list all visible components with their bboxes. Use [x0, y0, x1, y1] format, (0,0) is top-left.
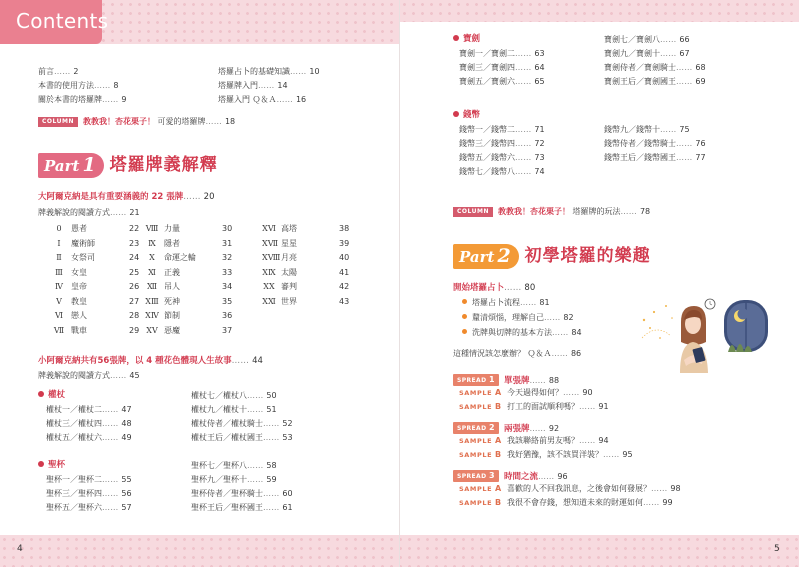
toc-entry-label: 權杖五／權杖六	[46, 433, 102, 442]
roman-numeral: ⅩⅨ	[262, 267, 276, 277]
card-name: 星星	[281, 238, 297, 248]
roman-numeral: ⅩⅧ	[262, 253, 281, 262]
spread-page: 96	[557, 472, 568, 481]
toc-entry-label: 寶劍王后／寶劍國王	[604, 77, 676, 86]
major-card-entry[interactable]	[145, 240, 232, 248]
sample-text: 打工的面試順利嗎？	[507, 402, 579, 411]
part2-header	[453, 244, 651, 269]
card-page: 28	[129, 311, 140, 320]
sample-page: 94	[598, 436, 609, 445]
card-name: 太陽	[281, 267, 297, 277]
toc-entry-page: 48	[121, 419, 132, 428]
toc-entry[interactable]: 塔羅占卜的基礎知識…… 10	[218, 67, 320, 76]
spread-entry[interactable]: SPREAD 1 單張牌…… 88	[453, 374, 559, 386]
toc-entry-page: 84	[571, 328, 582, 337]
spread-title: 單張牌	[503, 376, 530, 386]
card-page: 41	[339, 267, 350, 277]
major-reading-guide[interactable]: 牌義解說的閱讀方式…… 21	[38, 208, 140, 217]
sample-tag: SAMPLE B	[459, 450, 502, 459]
spread-title: 時間之流	[503, 472, 538, 482]
card-name: 節制	[164, 311, 180, 320]
toc-entry-page: 63	[534, 49, 545, 58]
toc-entry-page: 16	[295, 95, 307, 104]
sample-entry[interactable]: SAMPLE A 喜歡的人不回我訊息，之後會如何發展？…… 98	[459, 484, 681, 493]
roman-numeral: Ⅻ	[146, 282, 158, 291]
minor-arcana-heading[interactable]: 小阿爾克納共有56張牌，以 4 種花色體現人生故事…… 44	[38, 356, 263, 366]
toc-entry-page: 64	[534, 63, 545, 72]
toc-entry[interactable]: 寶劍五／寶劍六…… 65	[459, 77, 545, 86]
card-name: 皇帝	[71, 282, 87, 291]
card-page: 25	[129, 267, 140, 277]
card-page: 23	[129, 238, 140, 248]
card-name: 世界	[281, 296, 297, 306]
card-page: 33	[222, 267, 233, 277]
toc-entry[interactable]: 釐清煩惱，理解自己…… 82	[462, 314, 574, 322]
sample-entry[interactable]: SAMPLE B 打工的面試順利嗎？…… 91	[459, 402, 609, 411]
sample-tag: SAMPLE A	[459, 388, 502, 397]
minor-reading-guide[interactable]: 牌義解說的閱讀方式…… 45	[38, 371, 140, 380]
toc-entry-page: 77	[695, 153, 706, 162]
spread-title: 兩張牌	[503, 424, 530, 434]
major-card-entry[interactable]	[262, 269, 349, 277]
card-page: 38	[339, 224, 350, 233]
roman-numeral: ⅩⅦ	[262, 238, 279, 248]
tarot-reader-illustration	[636, 298, 771, 373]
part2-title: 初學塔羅的樂趣	[524, 246, 651, 266]
toc-entry-page: 49	[121, 433, 132, 442]
toc-entry-page: 60	[282, 489, 293, 498]
sample-page: 95	[622, 450, 633, 459]
toc-entry-label: 聖杯一／聖杯二	[46, 475, 102, 484]
toc-entry-label: 聖杯侍者／聖杯騎士	[191, 489, 263, 498]
sample-entry[interactable]: SAMPLE B 我好猶豫，該不該買洋裝？…… 95	[459, 450, 633, 459]
spread-tag: SPREAD 1	[453, 374, 499, 386]
card-name: 戀人	[71, 311, 87, 320]
toc-entry-label: 前言	[38, 67, 54, 76]
card-page: 35	[222, 296, 233, 306]
toc-entry[interactable]: 權杖五／權杖六…… 49	[46, 433, 132, 442]
major-card-entry[interactable]	[52, 240, 139, 248]
toc-entry[interactable]: 洗牌與切牌的基本方法…… 84	[462, 329, 582, 337]
toc-entry-page: 75	[679, 125, 690, 134]
toc-entry-page: 55	[121, 475, 132, 484]
toc-entry-label: 錢幣五／錢幣六	[459, 153, 515, 162]
toc-entry-label: 錢幣一／錢幣二	[459, 125, 515, 134]
toc-entry[interactable]: 錢幣侍者／錢幣騎士…… 76	[604, 139, 706, 148]
card-name: 高塔	[281, 224, 297, 233]
toc-entry[interactable]: 寶劍三／寶劍四…… 64	[459, 63, 545, 72]
card-name: 女皇	[71, 267, 87, 277]
roman-numeral: Ⅹ	[149, 253, 155, 262]
toc-entry[interactable]: 權杖王后／權杖國王…… 53	[191, 433, 293, 442]
toc-entry[interactable]: 錢幣王后／錢幣國王…… 77	[604, 153, 706, 162]
roman-numeral: Ⅵ	[54, 311, 64, 320]
sample-tag: SAMPLE A	[459, 436, 502, 445]
toc-entry-label: 寶劍三／寶劍四	[459, 63, 515, 72]
toc-entry-label: 關於本書的塔羅牌	[38, 95, 102, 104]
card-name: 命運之輪	[164, 253, 196, 262]
part1-badge: Part 1	[38, 153, 104, 178]
major-card-entry[interactable]	[262, 283, 349, 291]
major-card-entry[interactable]	[145, 283, 232, 291]
roman-numeral: Ⅳ	[55, 282, 63, 291]
roman-numeral: Ⅰ	[57, 238, 61, 248]
toc-entry-page: 9	[121, 95, 127, 104]
card-page: 37	[222, 325, 233, 335]
major-card-entry[interactable]	[262, 240, 349, 248]
part1-header	[38, 153, 218, 178]
toc-entry[interactable]: 錢幣一／錢幣二…… 71	[459, 125, 545, 134]
toc-entry[interactable]: 錢幣三／錢幣四…… 72	[459, 139, 545, 148]
roman-numeral: ⅩⅪ	[262, 296, 276, 306]
card-page: 26	[129, 282, 140, 291]
toc-entry[interactable]: 聖杯五／聖杯六…… 57	[46, 503, 132, 512]
toc-entry-page: 69	[695, 77, 706, 86]
roman-numeral: ⅩⅤ	[146, 325, 158, 335]
card-name: 死神	[164, 296, 180, 306]
sample-text: 喜歡的人不回我訊息，之後會如何發展？	[507, 484, 651, 493]
sample-page: 90	[582, 388, 593, 397]
page-spine	[399, 0, 400, 567]
spread-page: 92	[548, 424, 560, 433]
sample-tag: SAMPLE B	[459, 498, 502, 507]
toc-entry-page: 73	[534, 153, 545, 162]
column-page: 78	[639, 207, 651, 216]
toc-entry-label: 聖杯王后／聖杯國王	[191, 503, 263, 512]
column-title: 塔羅牌的玩法	[572, 207, 621, 216]
header-band-right	[400, 0, 799, 22]
toc-entry-page: 81	[539, 298, 550, 307]
roman-numeral: 0	[56, 224, 62, 233]
spread-entry[interactable]: SPREAD 2 兩張牌…… 92	[453, 422, 559, 434]
card-page: 34	[222, 282, 233, 291]
bullet-icon	[453, 111, 459, 117]
card-name: 審判	[281, 282, 297, 291]
sample-page: 99	[662, 498, 673, 507]
toc-entry-label: 釐清煩惱，理解自己	[472, 313, 544, 322]
major-card-entry[interactable]	[52, 327, 139, 335]
toc-entry-label: 洗牌與切牌的基本方法	[472, 328, 552, 337]
wands-heading: 權杖	[38, 391, 65, 400]
sample-text: 我好猶豫，該不該買洋裝？	[507, 450, 603, 459]
toc-entry[interactable]: 聖杯侍者／聖杯騎士…… 60	[191, 489, 293, 498]
toc-entry-page: 66	[679, 35, 690, 44]
column-tag: COLUMN	[38, 117, 78, 127]
roman-numeral: ⅩⅥ	[262, 224, 276, 233]
sample-text: 我該聯絡前男友嗎？	[507, 436, 579, 445]
major-card-entry[interactable]	[145, 269, 232, 277]
toc-entry-page: 61	[282, 503, 293, 512]
toc-entry-page: 74	[534, 167, 545, 176]
toc-entry-label: 寶劍一／寶劍二	[459, 49, 515, 58]
bullet-icon	[462, 299, 467, 304]
card-name: 魔術師	[71, 238, 95, 248]
toc-entry-label: 寶劍侍者／寶劍騎士	[604, 63, 676, 72]
toc-entry-page: 10	[309, 67, 320, 76]
toc-entry[interactable]: 寶劍九／寶劍十…… 67	[604, 49, 690, 58]
major-card-entry[interactable]	[262, 225, 349, 233]
major-card-entry[interactable]	[52, 312, 139, 320]
toc-entry-page: 59	[266, 475, 277, 484]
page-number-left: 4	[17, 544, 23, 554]
sample-page: 98	[670, 484, 681, 493]
toc-entry[interactable]: 權杖侍者／權杖騎士…… 52	[191, 419, 293, 428]
toc-entry-page: 68	[695, 63, 706, 72]
sparkle-icon	[643, 305, 673, 339]
toc-entry-label: 寶劍五／寶劍六	[459, 77, 515, 86]
toc-entry[interactable]: 寶劍七／寶劍八…… 66	[604, 35, 690, 44]
roman-numeral: ⅩⅩ	[263, 282, 275, 291]
sample-entry[interactable]: SAMPLE A 今天過得如何？…… 90	[459, 388, 593, 397]
toc-entry-page: 57	[121, 503, 132, 512]
toc-entry-page: 14	[277, 81, 288, 90]
card-name: 吊人	[164, 282, 180, 291]
toc-entry-label: 權杖七／權杖八	[191, 391, 247, 400]
card-page: 42	[339, 282, 350, 291]
toc-entry[interactable]: 錢幣五／錢幣六…… 73	[459, 153, 545, 162]
start-divination-heading[interactable]: 開始塔羅占卜…… 80	[453, 283, 536, 293]
toc-entry[interactable]: 塔羅牌入門…… 14	[218, 81, 288, 90]
toc-entry-label: 錢幣侍者／錢幣騎士	[604, 139, 676, 148]
toc-entry[interactable]: 塔羅占卜流程…… 81	[462, 299, 550, 307]
roman-numeral: Ⅷ	[145, 224, 159, 233]
toc-entry-label: 權杖一／權杖二	[46, 405, 102, 414]
major-card-entry[interactable]	[52, 254, 139, 262]
sample-tag: SAMPLE B	[459, 402, 502, 411]
roman-numeral: Ⅲ	[55, 267, 63, 277]
bullet-icon	[453, 35, 459, 41]
toc-entry-label: 寶劍九／寶劍十	[604, 49, 660, 58]
toc-entry[interactable]: 權杖一／權杖二…… 47	[46, 405, 132, 414]
bullet-icon	[38, 461, 44, 467]
major-card-entry[interactable]	[145, 254, 232, 262]
toc-entry[interactable]: 聖杯九／聖杯十…… 59	[191, 475, 277, 484]
toc-entry[interactable]: 塔羅入門 Ｑ＆Ａ…… 16	[218, 95, 307, 104]
column-highlight: 教教我！杏花栗子！	[82, 117, 155, 126]
roman-numeral: ⅩⅣ	[145, 311, 159, 320]
toc-entry[interactable]: 前言…… 2	[38, 67, 79, 76]
toc-entry-label: 權杖王后／權杖國王	[191, 433, 263, 442]
column-page: 18	[224, 117, 236, 126]
column-entry-1[interactable]: COLUMN 教教我！杏花栗子！ 可愛的塔羅牌…… 18	[38, 117, 235, 127]
sample-text: 我很不會存錢，想知道未來的財運如何	[507, 498, 643, 507]
major-card-entry[interactable]	[52, 269, 139, 277]
card-page: 31	[222, 238, 233, 248]
card-name: 女祭司	[71, 253, 95, 262]
roman-numeral: Ⅶ	[53, 325, 65, 335]
toc-entry-label: 塔羅占卜的基礎知識	[218, 67, 290, 76]
toc-entry-label: 聖杯七／聖杯八	[191, 461, 247, 470]
toc-entry[interactable]: 錢幣九／錢幣十…… 75	[604, 125, 690, 134]
toc-entry[interactable]: 關於本書的塔羅牌…… 9	[38, 95, 127, 104]
toc-entry-page: 50	[266, 391, 277, 400]
page-number-right: 5	[774, 544, 780, 554]
swords-heading: 寶劍	[453, 35, 480, 44]
card-page: 30	[222, 224, 233, 233]
sample-text: 今天過得如何？	[507, 388, 563, 397]
card-page: 24	[129, 253, 140, 262]
spread-tag: SPREAD 2	[453, 422, 499, 434]
card-page: 29	[129, 325, 140, 335]
sample-entry[interactable]: SAMPLE B 我很不會存錢，想知道未來的財運如何…… 99	[459, 498, 673, 507]
card-page: 40	[339, 253, 350, 262]
card-name: 教皇	[71, 296, 87, 306]
sample-page: 91	[598, 402, 609, 411]
toc-entry[interactable]: 權杖三／權杖四…… 48	[46, 419, 132, 428]
toc-entry-page: 65	[534, 77, 545, 86]
roman-numeral: Ⅸ	[148, 238, 156, 248]
card-name: 正義	[164, 267, 180, 277]
toc-entry-page: 67	[679, 49, 690, 58]
toc-entry-label: 權杖三／權杖四	[46, 419, 102, 428]
major-card-entry[interactable]	[52, 298, 139, 306]
toc-entry[interactable]: 聖杯一／聖杯二…… 55	[46, 475, 132, 484]
card-name: 戰車	[71, 325, 87, 335]
contents-title: Contents	[0, 0, 102, 44]
toc-entry-page: 53	[282, 433, 293, 442]
qa-entry[interactable]: 這種情況該怎麼辦？ Ｑ＆Ａ…… 86	[453, 349, 582, 358]
toc-entry-label: 聖杯九／聖杯十	[191, 475, 247, 484]
toc-entry-label: 錢幣三／錢幣四	[459, 139, 515, 148]
toc-entry-page: 76	[695, 139, 706, 148]
toc-entry-label: 錢幣七／錢幣八	[459, 167, 515, 176]
toc-entry-label: 寶劍七／寶劍八	[604, 35, 660, 44]
major-card-entry[interactable]	[52, 283, 139, 291]
toc-entry-page: 56	[121, 489, 132, 498]
roman-numeral: Ⅴ	[56, 296, 62, 306]
toc-entry-page: 52	[282, 419, 293, 428]
bullet-icon	[38, 391, 44, 397]
toc-entry-page: 58	[266, 461, 277, 470]
major-card-entry[interactable]	[145, 327, 232, 335]
toc-entry-page: 2	[73, 67, 79, 76]
toc-entry[interactable]: 寶劍王后／寶劍國王…… 69	[604, 77, 706, 86]
toc-entry[interactable]: 聖杯七／聖杯八…… 58	[191, 461, 277, 470]
toc-entry-label: 聖杯三／聖杯四	[46, 489, 102, 498]
card-name: 惡魔	[164, 325, 180, 335]
cups-heading: 聖杯	[38, 461, 65, 470]
toc-entry[interactable]: 權杖九／權杖十…… 51	[191, 405, 277, 414]
part1-title: 塔羅牌義解釋	[109, 155, 218, 175]
major-card-entry[interactable]	[145, 298, 232, 306]
card-page: 32	[222, 253, 233, 262]
toc-entry-label: 本書的使用方法	[38, 81, 94, 90]
toc-entry[interactable]: 本書的使用方法…… 8	[38, 81, 119, 90]
toc-entry-page: 47	[121, 405, 132, 414]
card-page: 27	[129, 296, 140, 306]
card-page: 36	[222, 311, 233, 320]
spread-tag: SPREAD 3	[453, 470, 499, 482]
spread-page: 88	[548, 376, 560, 385]
major-card-entry[interactable]	[262, 254, 349, 262]
major-card-entry[interactable]	[145, 225, 232, 233]
toc-entry[interactable]: 寶劍侍者／寶劍騎士…… 68	[604, 63, 706, 72]
major-card-entry[interactable]	[262, 298, 349, 306]
card-page: 39	[339, 238, 350, 248]
roman-numeral: Ⅺ	[148, 267, 156, 277]
column-title: 可愛的塔羅牌	[157, 117, 206, 126]
toc-entry-label: 聖杯五／聖杯六	[46, 503, 102, 512]
card-page: 43	[339, 296, 350, 306]
toc-entry[interactable]: 錢幣七／錢幣八…… 74	[459, 167, 545, 176]
card-name: 愚者	[71, 224, 87, 233]
pentacles-heading: 錢幣	[453, 111, 480, 120]
sample-entry[interactable]: SAMPLE A 我該聯絡前男友嗎？…… 94	[459, 436, 609, 445]
bullet-icon	[462, 314, 467, 319]
major-arcana-heading[interactable]: 大阿爾克納是具有重要涵義的 22 張牌…… 20	[38, 192, 215, 202]
column-entry-2[interactable]: COLUMN 教教我！杏花栗子！ 塔羅牌的玩法…… 78	[453, 207, 650, 217]
toc-entry-label: 錢幣王后／錢幣國王	[604, 153, 676, 162]
toc-entry-page: 71	[534, 125, 545, 134]
toc-entry-label: 塔羅占卜流程	[472, 298, 520, 307]
toc-entry-page: 72	[534, 139, 545, 148]
card-name: 月亮	[281, 253, 297, 262]
card-page: 22	[129, 224, 140, 233]
bullet-icon	[462, 329, 467, 334]
part2-badge: Part 2	[453, 244, 519, 269]
toc-entry[interactable]: 寶劍一／寶劍二…… 63	[459, 49, 545, 58]
roman-numeral: ⅩⅢ	[145, 296, 159, 306]
toc-entry-label: 塔羅入門 Ｑ＆Ａ	[218, 95, 277, 104]
column-tag: COLUMN	[453, 207, 493, 217]
spread-entry[interactable]: SPREAD 3 時間之流…… 96	[453, 470, 568, 482]
toc-entry-page: 8	[113, 81, 119, 90]
toc-entry[interactable]: 聖杯三／聖杯四…… 56	[46, 489, 132, 498]
toc-entry[interactable]: 權杖七／權杖八…… 50	[191, 391, 277, 400]
sample-tag: SAMPLE A	[459, 484, 502, 493]
major-card-entry[interactable]	[52, 225, 139, 233]
card-name: 力量	[164, 224, 180, 233]
roman-numeral: Ⅱ	[56, 253, 62, 262]
toc-entry[interactable]: 聖杯王后／聖杯國王…… 61	[191, 503, 293, 512]
toc-entry-page: 51	[266, 405, 277, 414]
card-name: 隱者	[164, 238, 180, 248]
toc-entry-label: 錢幣九／錢幣十	[604, 125, 660, 134]
toc-entry-page: 82	[563, 313, 574, 322]
toc-entry-label: 塔羅牌入門	[218, 81, 258, 90]
major-card-entry[interactable]	[145, 312, 232, 320]
toc-entry-label: 權杖侍者／權杖騎士	[191, 419, 263, 428]
column-highlight: 教教我！杏花栗子！	[497, 207, 570, 216]
toc-entry-label: 權杖九／權杖十	[191, 405, 247, 414]
